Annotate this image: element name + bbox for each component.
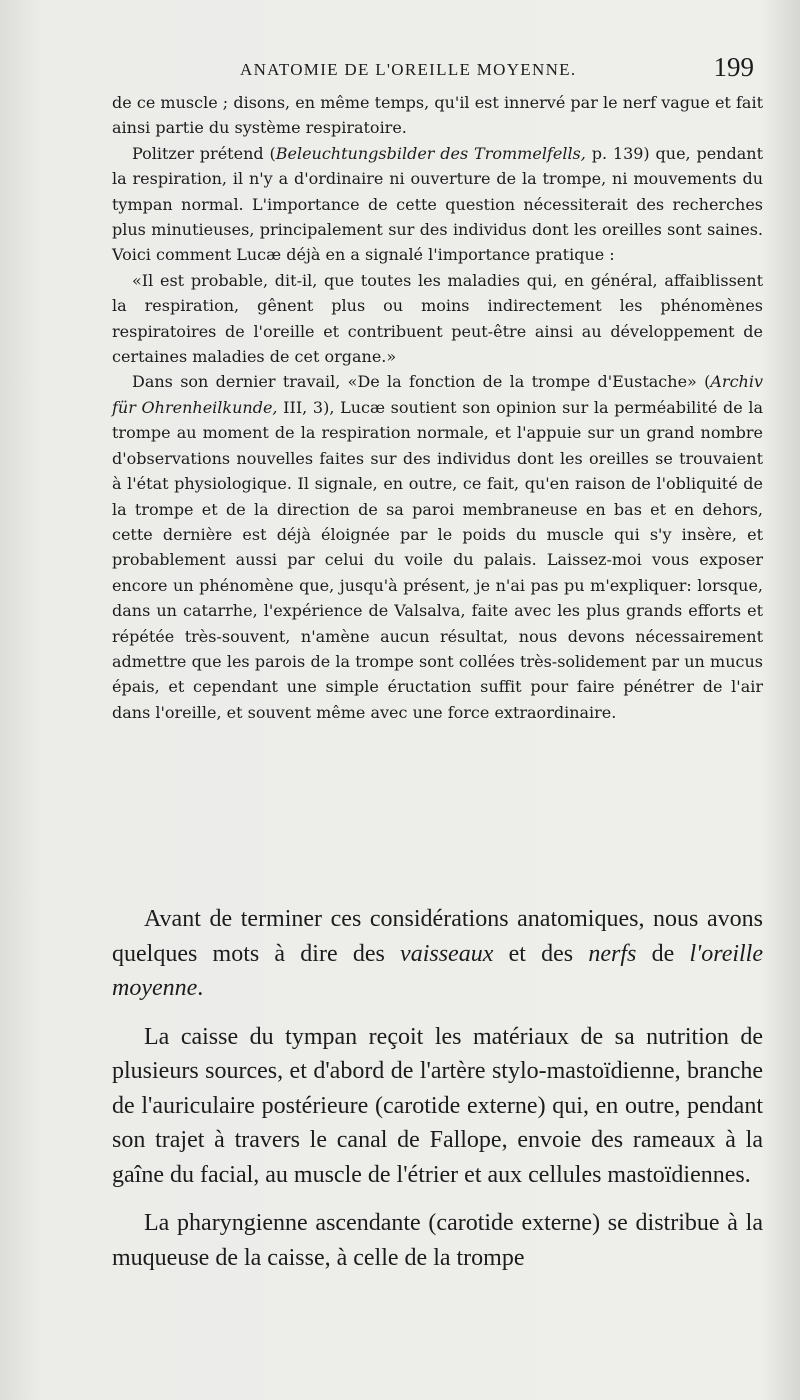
small-paragraph-3-quote: «Il est probable, dit-il, que toutes les maladies qui, en général, affaiblissent la respiration, gênent plus ou moins indirectement les phénomènes respiratoires de l'oreille et contribuent peut-être ainsi au développement de certaines maladies de cet organe.» — [112, 270, 763, 367]
lp1-text-a: Avant de terminer ces considérations anatomiques, nous avons quelques mots à dire des — [112, 906, 763, 967]
small-paragraph-4 — [112, 369, 763, 725]
small-paragraph-1: de ce muscle ; disons, en même temps, qu'il est innervé par le nerf vague et fait ainsi partie du système respiratoire. — [112, 93, 763, 138]
p2-text-b: p. 139) que, pendant la respiration, il n'y a d'ordinaire ni ouverture de la trompe, ni mouvements du tympan normal. L'importance de cette question nécessiterait des recherches plus minutieuses, principalement sur des individus dont les oreilles sont saines. Voici comment Lucæ déjà en a signalé l'importance pratique : — [112, 143, 763, 265]
lp1-text-c: de — [636, 940, 690, 967]
page-number: 199 — [713, 52, 754, 82]
lp1-em-nerfs: nerfs — [588, 940, 637, 967]
lp1-text-d: . — [197, 975, 204, 1001]
small-paragraph-2 — [112, 141, 763, 268]
large-paragraph-3: La pharyngienne ascendante (carotide externe) se distribue à la muqueuse de la caisse, à celle de la trompe — [112, 1210, 763, 1271]
main-text-section — [112, 902, 763, 1289]
p2-reference: Beleuchtungsbilder des Trommelfells, — [275, 143, 586, 163]
p4-text-b: III, 3), Lucæ soutient son opinion sur la perméabilité de la trompe au moment de la respiration normale, et l'appuie sur un grand nombre d'observations nouvelles faites sur des individus dont les oreilles se trouvaient à l'état physiologique. Il signale, en outre, ce fait, qu'en raison de l'obliquité de la trompe et de la direction de sa paroi membraneuse en bas et en dehors, cette dernière est déjà éloignée par le poids du muscle qui s'y insère, et probablement aussi par celui du voile du palais. Laissez-moi vous exposer encore un phénomène que, jusqu'à présent, je n'ai pas pu m'expliquer: lorsque, dans un catarrhe, l'expérience de Valsalva, faite avec les plus grands efforts et répétée très-souvent, n'amène aucun résultat, nous devons nécessairement admettre que les parois de la trompe sont collées très-solidement par un mucus épais, et cependant une simple éructation suffit pour faire pénétrer de l'air dans l'oreille, et souvent même avec une force extraordinaire. — [112, 397, 763, 722]
p4-reference: Archiv für Ohrenheilkunde, — [112, 372, 763, 417]
lp1-text-b: et des — [493, 940, 589, 967]
running-title: ANATOMIE DE L'OREILLE MOYENNE. — [240, 60, 577, 79]
large-paragraph-2: La caisse du tympan reçoit les matériaux de sa nutrition de plusieurs sources, et d'abord de l'artère stylo-mastoïdienne, branche de l'auriculaire postérieure (carotide externe) qui, en outre, pendant son trajet à travers le canal de Fallope, envoie des rameaux à la gaîne du facial, au muscle de l'étrier et aux cellules mastoïdiennes. — [112, 1023, 763, 1188]
lp1-em-oreille-moyenne: l'oreille moyenne — [112, 940, 763, 1001]
small-print-section — [112, 90, 763, 725]
p2-text-a: Politzer prétend ( — [132, 143, 276, 163]
large-paragraph-1 — [112, 902, 763, 1006]
lp1-em-vaisseaux: vaisseaux — [400, 940, 494, 967]
p4-text-a: Dans son dernier travail, «De la fonction de la trompe d'Eustache» ( — [132, 372, 711, 392]
page-header — [112, 52, 762, 88]
